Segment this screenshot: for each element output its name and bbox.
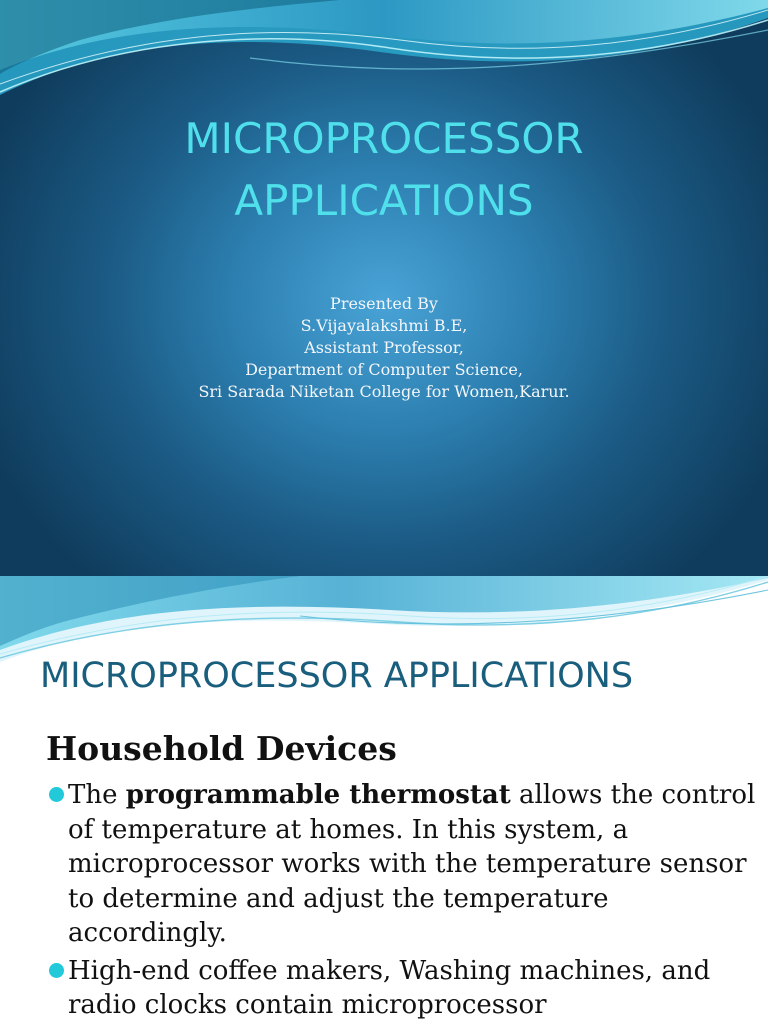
bullet-text-rest: allows the control of temperature at homes. In this system, a microprocessor works with the temperature sensor to determine and adjust the temperature accordingly. <box>68 780 756 948</box>
content-slide <box>0 576 768 1024</box>
title-line-2: APPLICATIONS <box>234 176 534 225</box>
bullet-list <box>46 778 756 1023</box>
presenter-line: Sri Sarada Niketan College for Women,Karur. <box>198 382 570 401</box>
presenter-line: S.Vijayalakshmi B.E, <box>300 316 468 335</box>
bullet-item <box>46 954 756 1023</box>
bullet-text: High-end coffee makers, Washing machines, and radio clocks contain microprocessor <box>68 955 711 1020</box>
bullet-text-lead: The <box>68 780 126 810</box>
presenter-line: Presented By <box>330 294 438 313</box>
title-line-1: MICROPROCESSOR <box>184 114 584 163</box>
section-heading: Household Devices <box>46 729 397 768</box>
presenter-line: Assistant Professor, <box>304 338 464 357</box>
slide-title: MICROPROCESSOR APPLICATIONS <box>40 656 634 696</box>
bullet-item <box>46 778 756 951</box>
presenter-line: Department of Computer Science, <box>245 360 523 379</box>
bullet-dot-icon <box>49 787 64 802</box>
presenter-info <box>0 293 768 403</box>
slide-title <box>0 108 768 232</box>
header-wave-decoration <box>0 0 768 110</box>
bullet-text-bold: programmable thermostat <box>125 780 511 810</box>
bullet-dot-icon <box>49 963 64 978</box>
